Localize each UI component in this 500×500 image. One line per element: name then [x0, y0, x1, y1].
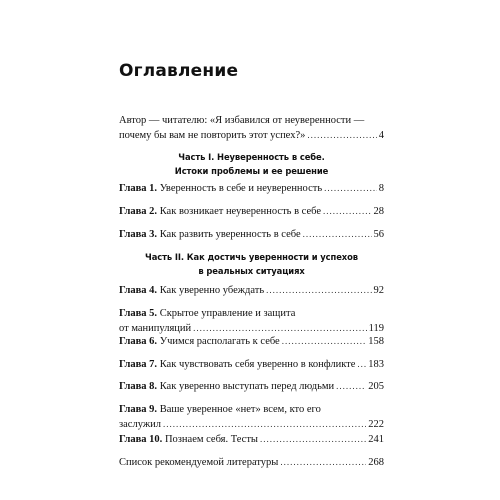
page-title: Оглавление [119, 61, 239, 81]
dot-leader [282, 334, 367, 349]
toc-entry-bibliography [119, 455, 384, 470]
page-number: 56 [373, 229, 384, 240]
chapter-title: Как развить уверенность в себе [159, 229, 301, 240]
toc-entry-chapter-4 [119, 283, 384, 298]
chapter-title: Как уверенно убеждать [159, 285, 265, 296]
page-number: 92 [373, 285, 384, 296]
toc-entry-chapter-3 [119, 227, 384, 242]
toc-entry-intro [119, 113, 384, 143]
chapter-label: Глава 8. [119, 381, 158, 392]
chapter-title-line-2: от манипуляций [119, 323, 192, 334]
chapter-title-line-1: Скрытое управление и защита [159, 308, 296, 319]
dot-leader [303, 227, 372, 242]
page-number: 28 [373, 206, 384, 217]
chapter-title-line-1: Ваше уверенное «нет» всем, кто его [159, 404, 321, 415]
toc-entry-chapter-5 [119, 306, 384, 336]
dot-leader [307, 128, 376, 143]
dot-leader [324, 181, 377, 196]
chapter-label: Глава 4. [119, 285, 158, 296]
dot-leader [260, 432, 366, 447]
page-number: 183 [368, 359, 384, 370]
dot-leader [323, 204, 372, 219]
toc-entry-chapter-8 [119, 379, 384, 394]
chapter-title: Как возникает неуверенность в себе [159, 206, 321, 217]
dot-leader [266, 283, 371, 298]
part-heading-line: Часть II. Как достичь уверенности и успехов [145, 252, 358, 262]
page-number: 268 [368, 457, 384, 468]
chapter-title-line-2: заслужил [119, 419, 161, 430]
page-number: 8 [378, 183, 384, 194]
toc-entry-chapter-6 [119, 334, 384, 349]
chapter-label: Глава 3. [119, 229, 158, 240]
page-number: 205 [368, 381, 384, 392]
dot-leader [357, 357, 366, 372]
chapter-title: Как чувствовать себя уверенно в конфликте [159, 359, 356, 370]
part-heading-1 [119, 151, 384, 178]
chapter-label: Глава 2. [119, 206, 158, 217]
chapter-label: Глава 6. [119, 336, 158, 347]
dot-leader [336, 379, 366, 394]
chapter-title: Познаем себя. Тесты [164, 434, 258, 445]
toc-entry-chapter-9 [119, 402, 384, 432]
chapter-title: Как уверенно выступать перед людьми [159, 381, 335, 392]
part-heading-line: Часть I. Неуверенность в себе. [178, 152, 325, 162]
part-heading-line: в реальных ситуациях [198, 265, 305, 276]
part-heading-2 [119, 251, 384, 278]
toc-entry-chapter-2 [119, 204, 384, 219]
part-heading-line: Истоки проблемы и ее решение [174, 165, 329, 176]
page-number: 119 [368, 323, 384, 334]
page-number: 222 [368, 419, 384, 430]
chapter-label: Глава 1. [119, 183, 158, 194]
dot-leader [163, 417, 366, 432]
toc-entry-chapter-7 [119, 357, 384, 372]
dot-leader [280, 455, 366, 470]
page-number: 241 [368, 434, 384, 445]
chapter-title: Учимся располагать к себе [159, 336, 280, 347]
page-number: 4 [378, 130, 384, 141]
intro-line-2: почему бы вам не повторить этот успех?» [119, 130, 306, 141]
page-number: 158 [368, 336, 384, 347]
chapter-title: Уверенность в себе и неуверенность [159, 183, 323, 194]
bibliography-title: Список рекомендуемой литературы [119, 457, 279, 468]
chapter-label: Глава 7. [119, 359, 158, 370]
toc-entry-chapter-1 [119, 181, 384, 196]
toc-entry-chapter-10 [119, 432, 384, 447]
chapter-label: Глава 9. [119, 404, 158, 415]
intro-line-1: Автор — читателю: «Я избавился от неуверенности — [119, 115, 365, 126]
chapter-label: Глава 5. [119, 308, 158, 319]
chapter-label: Глава 10. [119, 434, 163, 445]
